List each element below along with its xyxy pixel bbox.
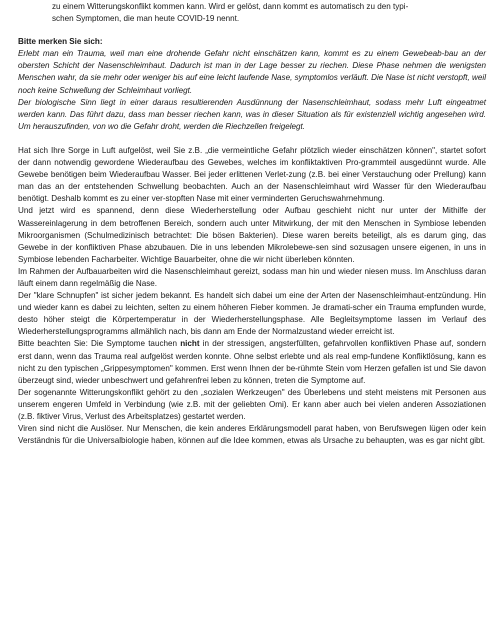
body-paragraph-3: Im Rahmen der Aufbauarbeiten wird die Nasenschleimhaut gereizt, sodass man hin und wieder niesen muss. Im Anschluss daran läuft einem dann regelmäßig die Nase. xyxy=(18,266,486,288)
note-heading: Bitte merken Sie sich: xyxy=(18,37,103,47)
body-paragraph-7: Viren sind nicht die Auslöser. Nur Menschen, die kein anderes Erklärungsmodell parat haben, von Berufswegen lügen oder kein Verständnis für die Universalbiologie haben, können auf die Idee kommen, etwas als Ursache zu behaupten, was es gar nicht gibt. xyxy=(18,424,486,446)
note-paragraph-2: Der biologische Sinn liegt in einer daraus resultierenden Ausdünnung der Nasenschleimhaut, sodass mehr Luft eingeatmet werden kann. Das führt dazu, dass man besser riechen kann, was in dieser Situation als für existenziell wichtig angesehen wird. Um herauszufinden, von wo die Gefahr droht, werden die Riechzellen freigelegt. xyxy=(18,97,486,131)
spacer xyxy=(18,133,486,145)
body-paragraph-5 xyxy=(18,338,486,386)
body-paragraph-6: Der sogenannte Witterungskonflikt gehört zu den „sozialen Werkzeugen" des Überlebens und steht meistens mit Personen aus unserem engeren Umfeld in Verbindung (wie z.B. mit der geliebten Omi). Er kann aber auch bei vielen anderen Assoziationen (z.B. fiktiver Virus, Verlust des Arbeitsplatzes) gestartet werden. xyxy=(18,387,486,421)
p5-emphasis: nicht xyxy=(180,339,200,349)
body-paragraph-1: Hat sich Ihre Sorge in Luft aufgelöst, weil Sie z.B. „die vermeintliche Gefahr plötzlich wieder einschätzen können", startet sofort der dann notwendig gewordene Wiederaufbau des Gewebes, welches im konfliktaktiven Pro-grammteil ausgedünnt wurde. Alle Gewebe benötigen beim Wiederaufbau Wasser. Bei jeder erlittenen Verlet-zung (z.B. bei einer Verstauchung oder Prellung) kann man das an der entstehenden Schwellung beobachten. Auch an der Nasenschleimhaut wird Wasser für den Wiederaufbau benötigt. Deshalb kommt es zu einer ver-stopften Nase mit einer verminderten Geruchswahrnehmung. xyxy=(18,145,486,204)
p5-text-end: in der stressigen, angsterfüllten, gefahrvollen konfliktiven Phase auf, sondern erst dann, wenn das Trauma real aufgelöst werden konnte. Ohne selbst erlebte und als real emp-fundene Konfliktlösung, kann es nicht zu den typischen „Grippesymptomen" kommen. Erst wenn Ihnen der be-rühmte Stein vom Herzen gefallen ist und Sie davon überzeugt sind, wieder unbeschwert und gefahrenfrei leben zu können, treten die Symptome auf. xyxy=(18,339,486,385)
intro-line-1: zu einem Witterungskonflikt kommen kann. Wird er gelöst, dann kommt es automatisch zu den typi- xyxy=(52,2,409,11)
note-paragraph-1: Erlebt man ein Trauma, weil man eine drohende Gefahr nicht einschätzen kann, kommt es zu einem Gewebeab-bau an der obersten Schicht der Nasenschleimhaut. Dadurch ist man in der Lage besser zu riechen. Diese Phase nehmen die wenigsten Menschen wahr, da sie mehr oder weniger bis auf eine leicht laufende Nase, symptomlos verläuft. Die Nase ist nicht verstopft, weil noch keine Schwellung der Schleimhaut vorliegt. xyxy=(18,49,486,95)
p5-text-start: Bitte beachten Sie: Die Symptome tauchen xyxy=(18,339,181,349)
body-paragraph-2: Und jetzt wird es spannend, denn diese Wiederherstellung oder Aufbau geschieht nicht nur unter der Mithilfe der Wassereinlagerung in dem betroffenen Bereich, sondern auch unter Mitwirkung, der mit den Menschen in Symbiose lebenden Mikroorganismen (Schulmedizinisch betrachtet: Die bösen Bakterien). Diese waren bereits beteiligt, als es darum ging, das Gewebe in der konfliktiven Phase abzubauen. Die in uns lebenden Mikrolebewe-sen sind sozusagen unsere eigenen, in uns in Symbiose lebenden Facharbeiter. Wichtige Bauarbeiter, ohne die wir nicht überleben könnten. xyxy=(18,206,486,264)
intro-line-2: schen Symptomen, die man heute COVID-19 nennt. xyxy=(52,14,240,24)
document-page xyxy=(18,1,486,447)
body-paragraph-4: Der "klare Schnupfen" ist sicher jedem bekannt. Es handelt sich dabei um eine der Arten der Nasenschleimhaut-entzündung. Hin und wieder kann es dabei zu leichten, selten zu einem höheren Fieber kommen. Je dramati-scher ein Trauma empfunden wurde, desto höher steigt die Körpertemperatur in der Wiederherstellungsphase. Alle Begleitsymptome lassen im Verlauf des Wiederherstellungsprogramms allmählich nach, bis dann am Ende der Normalzustand wieder erreicht ist. xyxy=(18,291,486,337)
